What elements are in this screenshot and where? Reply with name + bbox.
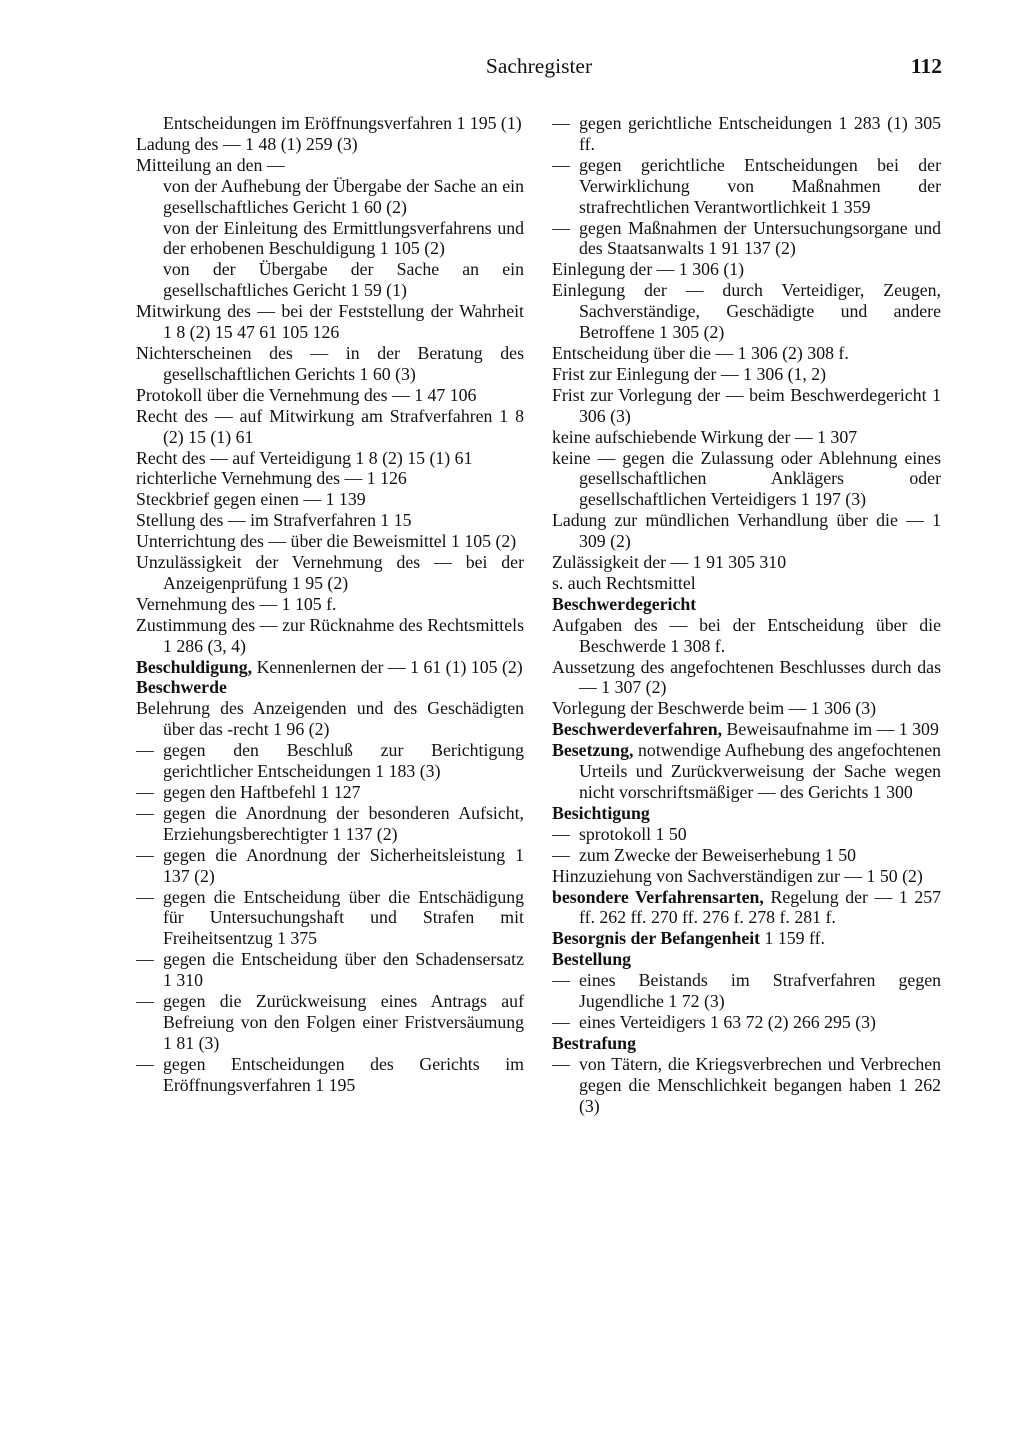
index-entry: Frist zur Einlegung der — 1 306 (1, 2) — [552, 363, 827, 384]
index-entry: Ladung des — 1 48 (1) 259 (3) — [136, 133, 358, 154]
index-entry: Recht des — auf Mitwirkung am Strafverfahren 1 8 (2) 15 (1) 61 — [136, 405, 524, 447]
index-entry: Einlegung der — 1 306 (1) — [552, 259, 745, 280]
index-heading: Beschwerdegericht — [552, 593, 697, 614]
index-subentry-dash: — gegen die Zurückweisung eines Antrags auf Befreiung von den Folgen einer Fristversäumung 1 81 (3) — [136, 991, 524, 1054]
index-entry-text: Beweisaufnahme im — 1 309 — [722, 719, 939, 740]
index-subentry: von der Übergabe der Sache an ein gesellschaftliches Gericht 1 59 (1) — [163, 259, 524, 301]
index-entry: Einlegung der — durch Verteidiger, Zeugen, Sachverständige, Geschädigte und andere Betroffene 1 305 (2) — [552, 280, 941, 343]
index-entry: keine aufschiebende Wirkung der — 1 307 — [552, 426, 858, 447]
right-index-column — [552, 113, 941, 1117]
running-title: Sachregister — [485, 54, 593, 78]
index-keyword: Beschuldigung, — [136, 656, 253, 677]
index-entry: s. auch Rechtsmittel — [552, 572, 696, 593]
index-entry: richterliche Vernehmung des — 1 126 — [136, 468, 407, 489]
index-entry: Mitwirkung des — bei der Feststellung der Wahrheit 1 8 (2) 15 47 61 105 126 — [136, 301, 524, 343]
index-subentry-dash: — gegen gerichtliche Entscheidungen bei der Verwirklichung von Maßnahmen der strafrechtlichen Verantwortlichkeit 1 359 — [552, 155, 941, 218]
index-subentry-dash: — eines Verteidigers 1 63 72 (2) 266 295 (3) — [552, 1012, 941, 1033]
index-subentry: von der Aufhebung der Übergabe der Sache an ein gesellschaftliches Gericht 1 60 (2) — [163, 175, 524, 217]
index-subentry-dash: — gegen die Entscheidung über die Entschädigung für Untersuchungshaft und Strafen mit Freiheitsentzug 1 375 — [136, 887, 524, 950]
index-subentry-dash: — eines Beistands im Strafverfahren gegen Jugendliche 1 72 (3) — [552, 970, 941, 1012]
index-entry-text: Regelung der — 1 257 ff. 262 ff. 270 ff. 276 f. 278 f. 281 f. — [579, 886, 942, 928]
index-subentry-dash: — gegen gerichtliche Entscheidungen 1 283 (1) 305 ff. — [552, 113, 941, 155]
index-entry: Stellung des — im Strafverfahren 1 15 — [136, 510, 412, 531]
index-entry: Aussetzung des angefochtenen Beschlusses durch das — 1 307 (2) — [552, 656, 941, 698]
index-subentry-dash: — gegen den Beschluß zur Berichtigung gerichtlicher Entscheidungen 1 183 (3) — [136, 740, 524, 782]
index-subentry-dash: — gegen Entscheidungen des Gerichts im Eröffnungsverfahren 1 195 — [136, 1054, 524, 1096]
index-entry: Protokoll über die Vernehmung des — 1 47 106 — [136, 384, 477, 405]
index-subentry-dash: — zum Zwecke der Beweiserhebung 1 50 — [552, 845, 941, 866]
index-entry: Zulässigkeit der — 1 91 305 310 — [552, 552, 787, 573]
index-subentry: Entscheidungen im Eröffnungsverfahren 1 195 (1) — [163, 113, 522, 133]
index-entry-text: Kennenlernen der — 1 61 (1) 105 (2) — [252, 656, 523, 677]
index-entry: Recht des — auf Verteidigung 1 8 (2) 15 (1) 61 — [136, 447, 473, 468]
index-subentry: von der Einleitung des Ermittlungsverfahrens und der erhobenen Beschuldigung 1 105 (2) — [163, 217, 524, 259]
index-heading: Beschwerde — [136, 677, 227, 698]
index-keyword: Beschwerdeverfahren, — [552, 719, 723, 740]
index-entry: Entscheidung über die — 1 306 (2) 308 f. — [552, 342, 849, 363]
index-entry: Belehrung des Anzeigenden und des Geschädigten über das -recht 1 96 (2) — [136, 698, 524, 740]
index-subentry-dash: — gegen die Anordnung der besonderen Aufsicht, Erziehungsberechtigter 1 137 (2) — [136, 803, 524, 845]
index-entry: Aufgaben des — bei der Entscheidung über die Beschwerde 1 308 f. — [552, 614, 941, 656]
index-entry: Ladung zur mündlichen Verhandlung über die — 1 309 (2) — [552, 510, 941, 552]
index-entry: Frist zur Vorlegung der — beim Beschwerdegericht 1 306 (3) — [552, 384, 941, 426]
index-entry: Mitteilung an den — — [136, 154, 285, 175]
index-entry — [552, 719, 941, 740]
index-keyword: besondere Verfahrensarten, — [552, 886, 764, 907]
index-entry: Unterrichtung des — über die Beweismittel 1 105 (2) — [136, 531, 517, 552]
index-subentry-dash: — sprotokoll 1 50 — [552, 824, 941, 845]
index-entry — [552, 887, 941, 929]
index-entry-text: 1 159 ff. — [760, 928, 825, 949]
index-heading: Besichtigung — [552, 802, 650, 823]
page-number: 112 — [910, 54, 942, 78]
page-header — [136, 54, 942, 84]
index-subentry-dash: — gegen den Haftbefehl 1 127 — [136, 782, 524, 803]
index-entry — [552, 928, 941, 949]
index-entry: keine — gegen die Zulassung oder Ablehnung eines gesellschaftlichen Anklägers oder gesellschaftlichen Verteidigers 1 197 (3) — [552, 447, 941, 510]
index-entry: Vernehmung des — 1 105 f. — [136, 593, 337, 614]
index-entry: Zustimmung des — zur Rücknahme des Rechtsmittels 1 286 (3, 4) — [136, 614, 524, 656]
index-subentry-dash: — gegen die Anordnung der Sicherheitsleistung 1 137 (2) — [136, 845, 524, 887]
index-entry: Steckbrief gegen einen — 1 139 — [136, 489, 366, 510]
index-subentry-dash: — von Tätern, die Kriegsverbrechen und Verbrechen gegen die Menschlichkeit begangen haben 1 262 (3) — [552, 1054, 941, 1117]
index-entry — [552, 740, 941, 803]
index-entry: Vorlegung der Beschwerde beim — 1 306 (3) — [552, 698, 877, 719]
index-heading: Bestellung — [552, 949, 632, 970]
index-entry-text: notwendige Aufhebung des angefochtenen Urteils und Zurückverweisung der Sache wegen nicht vorschriftsmäßiger — des Gerichts 1 300 — [579, 740, 941, 802]
index-subentry-dash: — gegen die Entscheidung über den Schadensersatz 1 310 — [136, 949, 524, 991]
index-heading: Bestrafung — [552, 1032, 636, 1053]
index-subentry-dash: — gegen Maßnahmen der Untersuchungsorgane und des Staatsanwalts 1 91 137 (2) — [552, 218, 941, 260]
index-entry: Unzulässigkeit der Vernehmung des — bei der Anzeigenprüfung 1 95 (2) — [136, 552, 524, 593]
index-keyword: Besorgnis der Befangenheit — [552, 928, 761, 949]
left-index-column — [136, 113, 524, 1096]
index-entry: Nichterscheinen des — in der Beratung des gesellschaftlichen Gerichts 1 60 (3) — [136, 342, 524, 384]
index-entry — [136, 657, 524, 678]
index-keyword: Besetzung, — [552, 740, 634, 761]
index-entry: Hinzuziehung von Sachverständigen zur — 1 50 (2) — [552, 865, 923, 886]
